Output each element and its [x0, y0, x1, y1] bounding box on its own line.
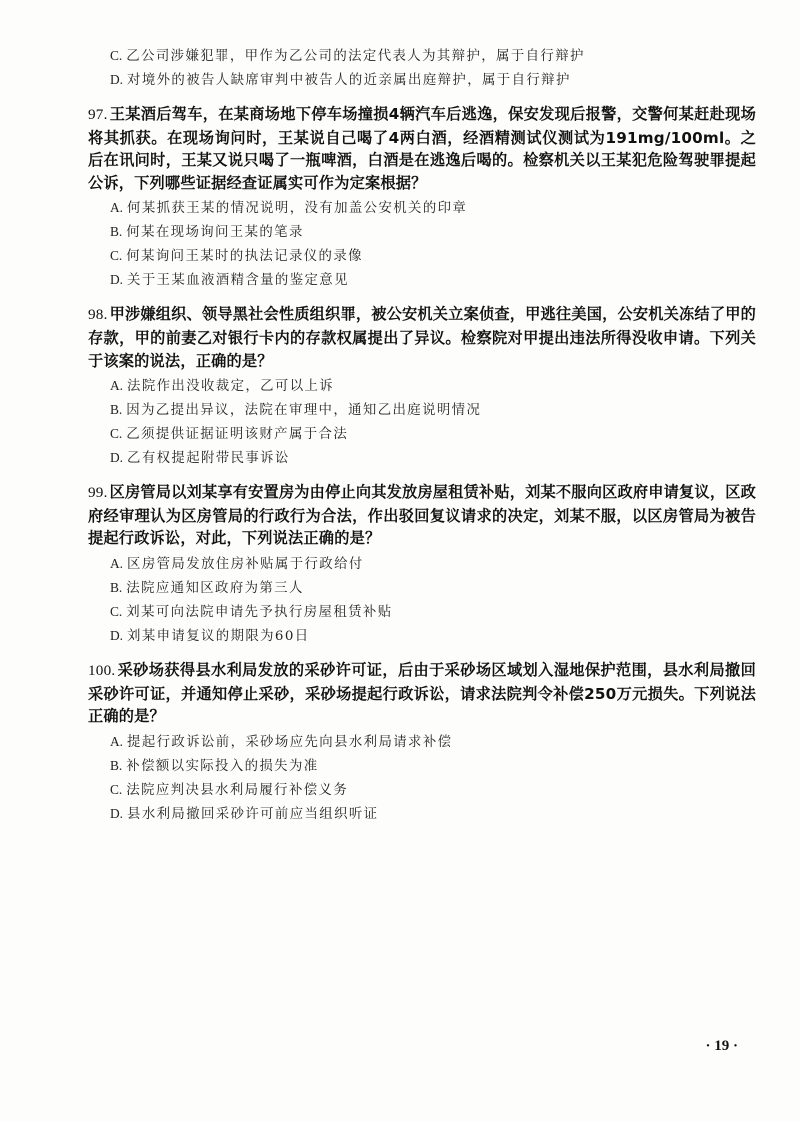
question-stem	[88, 659, 756, 728]
option-letter: D.	[110, 627, 124, 643]
option-letter: B.	[110, 402, 123, 418]
option-d	[110, 71, 756, 89]
question-98	[88, 303, 756, 467]
option-letter: B.	[110, 757, 123, 773]
option-b	[110, 757, 756, 775]
option-letter: C.	[110, 426, 123, 442]
page-content	[88, 47, 756, 829]
option-text: 关于王某血液酒精含量的鉴定意见	[127, 273, 349, 289]
option-letter: B.	[110, 579, 123, 595]
option-text: 法院作出没收裁定，乙可以上诉	[127, 379, 335, 395]
option-text: 刘某申请复议的期限为60日	[127, 628, 310, 644]
option-a	[110, 377, 756, 395]
question-text: 甲涉嫌组织、领导黑社会性质组织罪，被公安机关立案侦查，甲逃往美国，公安机关冻结了甲的存款，甲的前妻乙对银行卡内的存款权属提出了异议。检察院对甲提出违法所得没收申请。下列关于该案的说法，正确的是？	[88, 305, 756, 370]
option-d	[110, 805, 756, 823]
question-text: 区房管局以刘某享有安置房为由停止向其发放房屋租赁补贴，刘某不服向区政府申请复议，区政府经审理认为区房管局的行政行为合法，作出驳回复议请求的决定，刘某不服，以区房管局为被告提起行政诉讼，对此，下列说法正确的是？	[88, 483, 756, 548]
option-letter: D.	[110, 805, 124, 821]
previous-question-options	[88, 47, 756, 89]
option-text: 因为乙提出异议，法院在审理中，通知乙出庭说明情况	[126, 403, 482, 419]
option-text: 法院应通知区政府为第三人	[126, 580, 304, 596]
question-97	[88, 103, 756, 289]
option-d	[110, 627, 756, 645]
option-text: 乙有权提起附带民事诉讼	[127, 451, 290, 467]
question-stem	[88, 103, 756, 194]
option-text: 刘某可向法院申请先予执行房屋租赁补贴	[126, 604, 393, 620]
option-letter: D.	[110, 72, 124, 87]
question-number: 99.	[88, 484, 108, 502]
option-c	[110, 425, 756, 443]
option-text: 法院应判决县水利局履行补偿义务	[126, 782, 349, 798]
option-c	[110, 47, 756, 65]
question-stem	[88, 303, 756, 372]
question-text: 王某酒后驾车，在某商场地下停车场撞损4辆汽车后逃逸，保安发现后报警，交警何某赶赴现场将其抓获。在现场询问时，王某说自己喝了4两白酒，经酒精测试仪测试为191mg/100ml。之后在讯问时，王某又说只喝了一瓶啤酒，白酒是在逃逸后喝的。检察机关以王某犯危险驾驶罪提起公诉，下列哪些证据经查证属实可作为定案根据？	[88, 105, 756, 192]
option-letter: C.	[110, 781, 123, 797]
option-c	[110, 247, 756, 265]
option-b	[110, 579, 756, 597]
question-number: 97.	[88, 106, 108, 123]
page-number: · 19 ·	[705, 1038, 738, 1054]
option-b	[110, 223, 756, 241]
option-b	[110, 401, 756, 419]
option-text: 县水利局撤回采砂许可前应当组织听证	[127, 806, 379, 822]
option-a	[110, 733, 756, 751]
option-letter: D.	[110, 272, 124, 288]
option-letter: C.	[110, 603, 123, 619]
question-stem	[88, 481, 756, 550]
option-d	[110, 449, 756, 467]
question-99	[88, 481, 756, 645]
option-text: 乙须提供证据证明该财产属于合法	[126, 427, 349, 443]
option-text: 补偿额以实际投入的损失为准	[126, 758, 319, 774]
option-a	[110, 555, 756, 573]
option-letter: A.	[110, 555, 124, 571]
option-text: 区房管局发放住房补贴属于行政给付	[127, 556, 364, 572]
option-text: 何某询问王某时的执法记录仪的录像	[126, 249, 363, 265]
option-c	[110, 781, 756, 799]
option-c	[110, 603, 756, 621]
question-text: 采砂场获得县水利局发放的采砂许可证，后由于采砂场区域划入湿地保护范围，县水利局撤回采砂许可证，并通知停止采砂，采砂场提起行政诉讼，请求法院判令补偿250万元损失。下列说法正确的是？	[88, 660, 756, 726]
option-d	[110, 271, 756, 289]
option-text: 对境外的被告人缺席审判中被告人的近亲属出庭辩护，属于自行辩护	[127, 73, 571, 88]
option-letter: D.	[110, 450, 124, 466]
option-text: 乙公司涉嫌犯罪，甲作为乙公司的法定代表人为其辩护，属于自行辩护	[126, 49, 585, 64]
option-text: 提起行政诉讼前，采砂场应先向县水利局请求补偿	[127, 734, 453, 750]
question-number: 98.	[88, 306, 108, 324]
option-a	[110, 199, 756, 217]
option-text: 何某抓获王某的情况说明，没有加盖公安机关的印章	[127, 201, 468, 217]
question-100	[88, 659, 756, 823]
option-letter: A.	[110, 378, 124, 394]
option-letter: A.	[110, 200, 124, 216]
option-text: 何某在现场询问王某的笔录	[126, 225, 304, 241]
question-number: 100.	[88, 661, 116, 679]
option-letter: A.	[110, 733, 124, 749]
option-letter: C.	[110, 248, 123, 264]
option-letter: C.	[110, 48, 123, 63]
option-letter: B.	[110, 224, 123, 240]
